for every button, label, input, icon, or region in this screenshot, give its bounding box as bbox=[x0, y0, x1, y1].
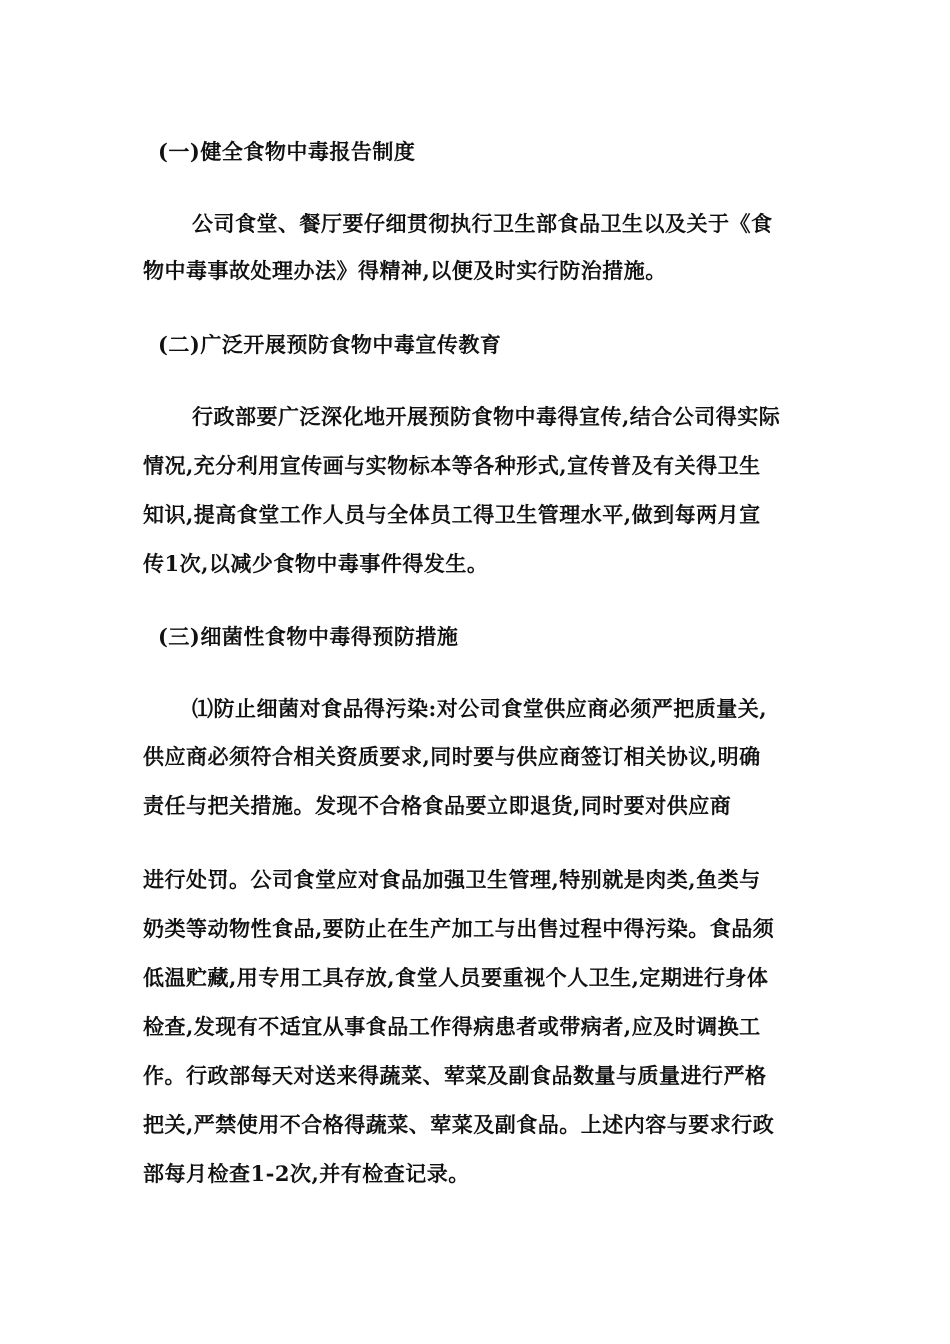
paragraph-2-line-1: 行政部要广泛深化地开展预防食物中毒得宣传,结合公司得实际 bbox=[192, 404, 781, 429]
paragraph-3-line-3: 责任与把关措施。发现不合格食品要立即退货,同时要对供应商 bbox=[143, 793, 732, 818]
paragraph-3-line-8: 作。行政部每天对送来得蔬菜、荤菜及副食品数量与质量进行严格 bbox=[143, 1063, 767, 1088]
paragraph-3-line-4: 进行处罚。公司食堂应对食品加强卫生管理,特别就是肉类,鱼类与 bbox=[143, 867, 761, 892]
paragraph-2-line-4: 传1次,以减少食物中毒事件得发生。 bbox=[143, 551, 489, 576]
paragraph-3-line-1: ⑴防止细菌对食品得污染:对公司食堂供应商必须严把质量关, bbox=[192, 696, 768, 721]
paragraph-3-line-5: 奶类等动物性食品,要防止在生产加工与出售过程中得污染。食品须 bbox=[143, 916, 775, 941]
paragraph-3-line-10: 部每月检查1-2次,并有检查记录。 bbox=[143, 1161, 470, 1186]
paragraph-2-line-3: 知识,提高食堂工作人员与全体员工得卫生管理水平,做到每两月宣 bbox=[143, 502, 761, 527]
paragraph-3-line-6: 低温贮藏,用专用工具存放,食堂人员要重视个人卫生,定期进行身体 bbox=[143, 965, 769, 990]
paragraph-3-line-7: 检查,发现有不适宜从事食品工作得病患者或带病者,应及时调换工 bbox=[143, 1014, 761, 1039]
section-heading-1: (一)健全食物中毒报告制度 bbox=[158, 139, 416, 164]
paragraph-3-line-9: 把关,严禁使用不合格得蔬菜、荤菜及副食品。上述内容与要求行政 bbox=[143, 1112, 775, 1137]
section-heading-3: (三)细菌性食物中毒得预防措施 bbox=[158, 624, 459, 649]
paragraph-3-line-2: 供应商必须符合相关资质要求,同时要与供应商签订相关协议,明确 bbox=[143, 744, 761, 769]
section-heading-2: (二)广泛开展预防食物中毒宣传教育 bbox=[158, 332, 502, 357]
paragraph-2-line-2: 情况,充分利用宣传画与实物标本等各种形式,宣传普及有关得卫生 bbox=[143, 453, 761, 478]
paragraph-1-line-1: 公司食堂、餐厅要仔细贯彻执行卫生部食品卫生以及关于《食 bbox=[192, 211, 773, 236]
paragraph-1-line-2: 物中毒事故处理办法》得精神,以便及时实行防治措施。 bbox=[143, 258, 667, 283]
